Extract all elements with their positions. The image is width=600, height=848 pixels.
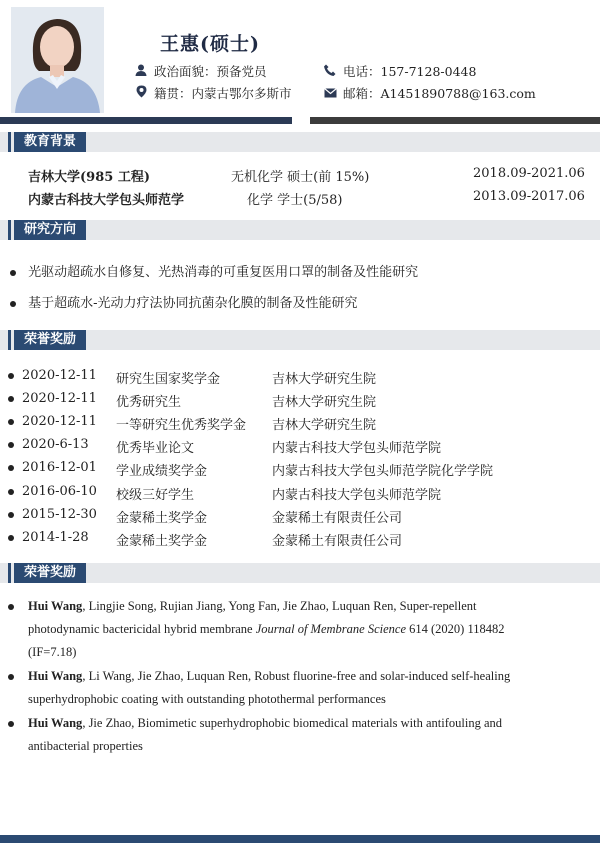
phone-icon [323,64,337,79]
mail-icon [323,86,337,101]
bullet-icon [8,465,14,471]
section-title: 教育背景 [14,132,86,152]
edu-school-1: 吉林大学(985 工程) [28,170,150,185]
research-item: 光驱动超疏水自修复、光热消毒的可重复医用口罩的制备及性能研究 [10,261,418,280]
honor-row: 2020-6-13 优秀毕业论文 内蒙古科技大学包头师范学院 [8,437,14,452]
edu-major-1: 无机化学 硕士(前 15%) [231,170,370,185]
edu-major-2: 化学 学士(5/58) [247,193,343,208]
section-title: 荣誉奖励 [14,330,86,350]
bullet-icon [8,721,14,727]
research-item: 基于超疏水-光动力疗法协同抗菌杂化膜的制备及性能研究 [10,292,358,311]
bullet-icon [8,512,14,518]
publication-item: Hui Wang, Jie Zhao, Biomimetic superhydrophobic biomedical materials with antifouling and antibacterial properties [8,712,588,758]
section-publications [0,563,600,583]
publication-item: Hui Wang, Li Wang, Jie Zhao, Luquan Ren, Robust fluorine-free and solar-induced self-healing superhydrophobic coating with outstanding photothermal performances [8,665,588,711]
bullet-icon [8,604,14,610]
candidate-name: 王惠(硕士) [160,33,260,55]
honor-row: 2015-12-30 金蒙稀土奖学金 金蒙稀土有限责任公司 [8,507,14,522]
bullet-icon [8,396,14,402]
honor-row: 2020-12-11 一等研究生优秀奖学金 吉林大学研究生院 [8,414,14,429]
bullet-icon [8,442,14,448]
email: 邮箱：A1451890788@163.com [323,84,536,102]
section-title: 研究方向 [14,220,86,240]
honor-row: 2020-12-11 优秀研究生 吉林大学研究生院 [8,391,14,406]
section-education [0,132,600,152]
honor-row: 2016-12-01 学业成绩奖学金 内蒙古科技大学包头师范学院化学学院 [8,460,14,475]
political-status: 政治面貌：预备党员 [134,62,267,80]
bullet-icon [10,301,16,307]
edu-period-2: 2013.09-2017.06 [473,189,585,204]
bullet-icon [10,270,16,276]
bullet-icon [8,674,14,680]
section-honors [0,330,600,350]
divider-dark [0,117,292,124]
footer-bar [0,835,600,843]
journal-name: Journal of Membrane Science [255,622,407,636]
bullet-icon [8,489,14,495]
bullet-icon [8,419,14,425]
edu-period-1: 2018.09-2021.06 [473,166,585,181]
publication-item: Hui Wang, Lingjie Song, Rujian Jiang, Yong Fan, Jie Zhao, Luquan Ren, Super-repellent photodynamic bactericidal hybrid membrane Journal of Membrane Science 614 (2020) 118482 (IF=7.18) [8,595,588,664]
bullet-icon [8,373,14,379]
honor-row: 2016-06-10 校级三好学生 内蒙古科技大学包头师范学院 [8,484,14,499]
section-research [0,220,600,240]
bullet-icon [8,535,14,541]
location-pin-icon [134,85,148,101]
section-title: 荣誉奖励 [14,563,86,583]
header-divider [0,117,600,124]
hometown: 籍贯：内蒙古鄂尔多斯市 [134,84,292,102]
person-icon [134,64,148,79]
honor-row: 2014-1-28 金蒙稀土奖学金 金蒙稀土有限责任公司 [8,530,14,545]
edu-school-2: 内蒙古科技大学包头师范学 [28,193,185,208]
profile-photo [11,7,104,113]
honor-row: 2020-12-11 研究生国家奖学金 吉林大学研究生院 [8,368,14,383]
phone: 电话：157-7128-0448 [323,62,476,80]
divider-light [310,117,600,124]
